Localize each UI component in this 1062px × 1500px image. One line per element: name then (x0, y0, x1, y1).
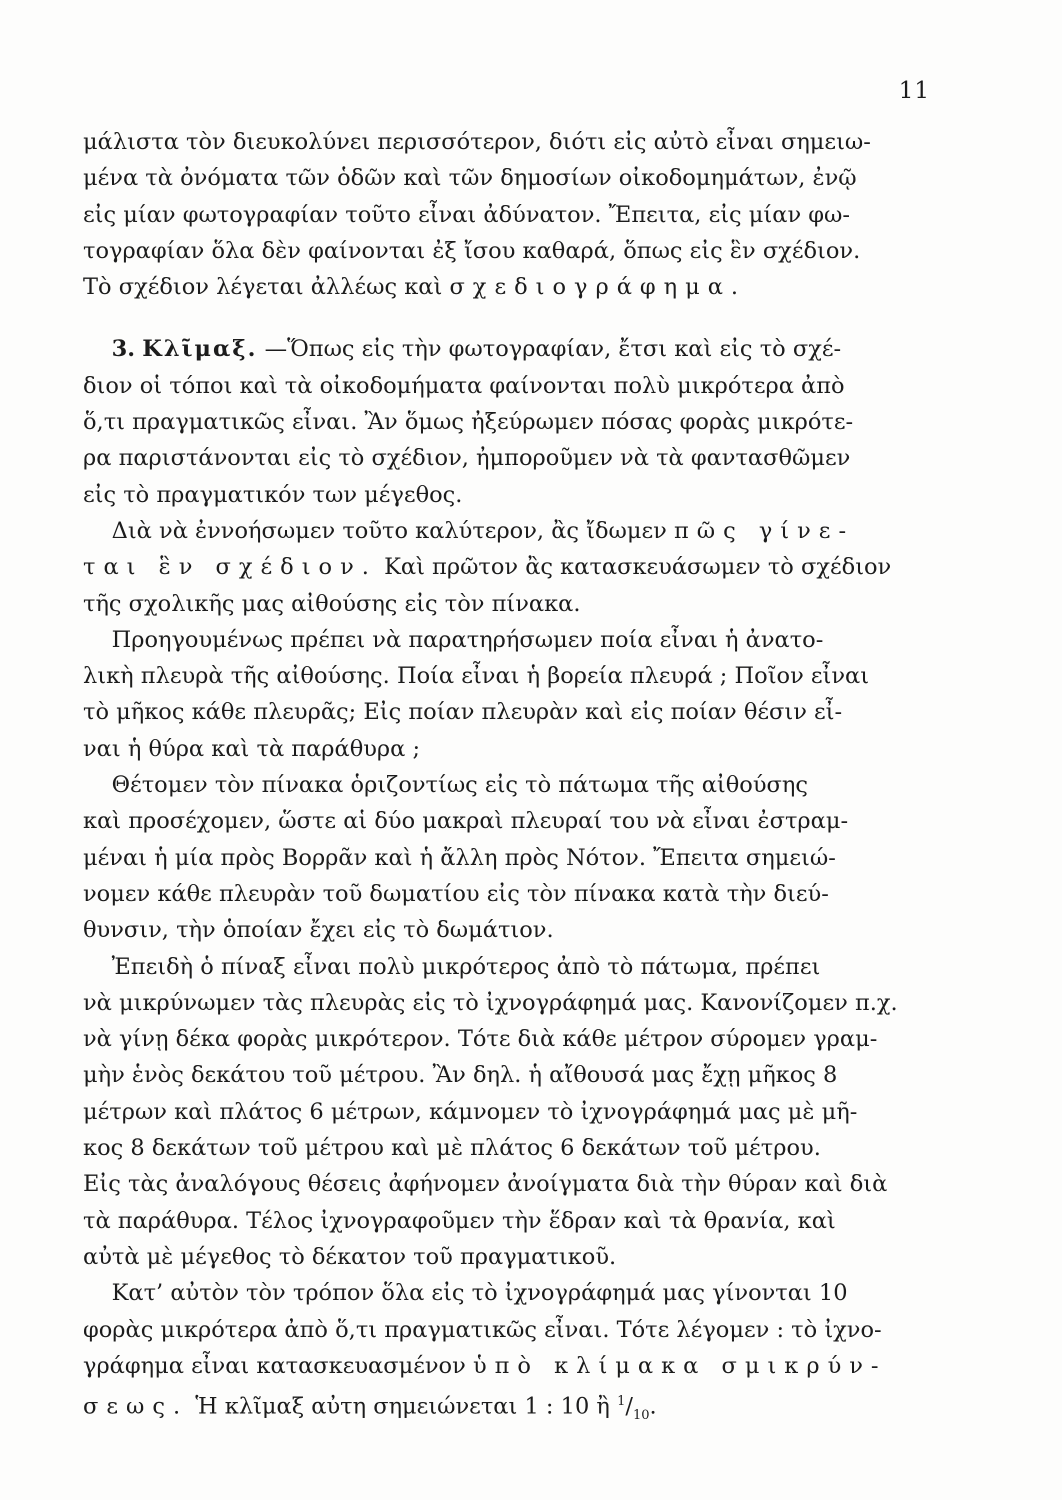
text-line (83, 1348, 943, 1384)
text-line: θυνσιν, τὴν ὁποίαν ἔχει εἰς τὸ δωμάτιον. (83, 917, 554, 944)
text-line: Εἰς τὰς ἀναλόγους θέσεις ἀφήνομεν ἀνοίγματα διὰ τὴν θύραν καὶ διὰ (83, 1171, 888, 1198)
section-gap (83, 305, 943, 331)
paragraph-3 (83, 513, 943, 622)
text-line: διον οἱ τόποι καὶ τὰ οἰκοδομήματα φαίνονται πολὺ μικρότερα ἀπὸ (83, 372, 845, 399)
paragraph-7 (83, 1275, 943, 1434)
paragraph-6 (83, 949, 943, 1276)
text-line: καὶ προσέχομεν, ὥστε αἱ δύο μακραὶ πλευραί του νὰ εἶναι ἐστραμ- (83, 808, 849, 835)
text-fragment: Προηγουμένως πρέπει νὰ παρατηρήσωμεν ποία εἶναι ἡ ἀνατο- (111, 626, 824, 653)
fraction-numerator: 1 (617, 1394, 626, 1410)
text-line: τὸ μῆκος κάθε πλευρᾶς; Εἰς ποίαν πλευρὰν καὶ εἰς ποίαν θέσιν εἶ- (83, 699, 843, 726)
text-line: νὰ γίνῃ δέκα φορὰς μικρότερον. Τότε διὰ κάθε μέτρον σύρομεν γραμ- (83, 1026, 878, 1053)
paragraph-2 (83, 331, 943, 512)
text-line: ναι ἡ θύρα καὶ τὰ παράθυρα ; (83, 735, 421, 762)
text-line: εἰς μίαν φωτογραφίαν τοῦτο εἶναι ἀδύνατον. Ἔπειτα, εἰς μίαν φω- (83, 201, 850, 228)
spaced-term: πῶς γίνε- (673, 517, 855, 544)
text-fragment: Τὸ σχέδιον λέγεται ἀλλέως καὶ (83, 274, 450, 301)
text-line (83, 513, 943, 549)
text-line: μὴν ἑνὸς δεκάτου τοῦ μέτρου. Ἂν δηλ. ἡ αἴθουσά μας ἔχῃ μῆκος 8 (83, 1062, 838, 1089)
text-fragment: Ἐπειδὴ ὁ πίναξ εἶναι πολὺ μικρότερος ἀπὸ τὸ πάτωμα, πρέπει (111, 953, 821, 980)
text-fragment: Διὰ νὰ ἐννοήσωμεν τοῦτο καλύτερον, ἂς ἴδωμεν (111, 517, 674, 544)
text-line (83, 622, 943, 658)
paragraph-1 (83, 124, 943, 305)
page-number: 11 (898, 78, 930, 104)
text-line (83, 1275, 943, 1311)
text-line: τῆς σχολικῆς μας αἰθούσης εἰς τὸν πίνακα. (83, 590, 581, 617)
spaced-term: ὑπὸ κλίμακα σμικρύν- (472, 1352, 887, 1379)
text-line (83, 549, 943, 585)
text-line: φορὰς μικρότερα ἀπὸ ὅ,τι πραγματικῶς εἶναι. Τότε λέγομεν : τὸ ἰχνο- (83, 1316, 882, 1343)
text-line: μέτρων καὶ πλάτος 6 μέτρων, κάμνομεν τὸ ἰχνογράφημά μας μὲ μῆ- (83, 1098, 858, 1125)
body-text (83, 124, 943, 1434)
text-line: τογραφίαν ὅλα δὲν φαίνονται ἐξ ἴσου καθαρά, ὅπως εἰς ἓν σχέδιον. (83, 237, 861, 264)
text-fragment: Θέτομεν τὸν πίνακα ὁριζοντίως εἰς τὸ πάτωμα τῆς αἰθούσης (111, 772, 808, 799)
text-line: μένα τὰ ὀνόματα τῶν ὁδῶν καὶ τῶν δημοσίων οἰκοδομημάτων, ἐνῷ (83, 165, 857, 192)
text-line: ὅ,τι πραγματικῶς εἶναι. Ἂν ὅμως ἠξεύρωμεν πόσας φορὰς μικρότε- (83, 409, 854, 436)
text-line: νὰ μικρύνωμεν τὰς πλευρὰς εἰς τὸ ἰχνογράφημά μας. Κανονίζομεν π.χ. (83, 989, 898, 1016)
text-fragment: . (649, 1393, 657, 1420)
section-heading: Κλῖμαξ. (142, 336, 258, 363)
text-line: τὰ παράθυρα. Τέλος ἰχνογραφοῦμεν τὴν ἕδραν καὶ τὰ θρανία, καὶ (83, 1207, 836, 1234)
text-line: νομεν κάθε πλευρὰν τοῦ δωματίου εἰς τὸν πίνακα κατὰ τὴν διεύ- (83, 880, 829, 907)
section-number: 3. (111, 336, 136, 363)
text-line (83, 949, 943, 985)
fraction-slash: / (625, 1393, 633, 1420)
text-fragment: Ἡ κλῖμαξ αὐτη σημειώνεται 1 : 10 ἢ (188, 1393, 618, 1420)
paragraph-4 (83, 622, 943, 767)
text-line: μάλιστα τὸν διευκολύνει περισσότερον, διότι εἰς αὐτὸ εἶναι σημειω- (83, 129, 871, 155)
spaced-term: σχεδιογράφημα. (449, 274, 747, 301)
text-fragment: Καὶ πρῶτον ἂς κατασκευάσωμεν τὸ σχέδιον (376, 554, 892, 581)
text-line: μέναι ἡ μία πρὸς Βορρᾶν καὶ ἡ ἄλλη πρὸς Νότον. Ἔπειτα σημειώ- (83, 844, 836, 871)
text-line: αὐτὰ μὲ μέγεθος τὸ δέκατον τοῦ πραγματικοῦ. (83, 1243, 617, 1270)
text-line (83, 331, 943, 367)
text-line (83, 767, 943, 803)
fraction-denominator: 10 (632, 1408, 650, 1424)
text-fragment: γράφημα εἶναι κατασκευασμένον (83, 1352, 473, 1379)
text-fragment: Κατ’ αὐτὸν τὸν τρόπον ὅλα εἰς τὸ ἰχνογράφημά μας γίνονται 10 (111, 1280, 848, 1307)
text-line: κος 8 δεκάτων τοῦ μέτρου καὶ μὲ πλάτος 6 δεκάτων τοῦ μέτρου. (83, 1135, 821, 1162)
text-fragment: —Ὅπως εἰς τὴν φωτογραφίαν, ἔτσι καὶ εἰς τὸ σχέ- (257, 336, 842, 363)
paragraph-5 (83, 767, 943, 948)
text-line (83, 1384, 943, 1434)
spaced-term: ται ἓν σχέδιον. (83, 554, 377, 581)
text-line: λικὴ πλευρὰ τῆς αἰθούσης. Ποία εἶναι ἡ βορεία πλευρά ; Ποῖον εἶναι (83, 663, 870, 690)
text-line (83, 269, 943, 305)
text-line: εἰς τὸ πραγματικόν των μέγεθος. (83, 481, 463, 508)
spaced-term: σεως. (83, 1393, 189, 1420)
text-line: ρα παριστάνονται εἰς τὸ σχέδιον, ἠμποροῦμεν νὰ τὰ φαντασθῶμεν (83, 445, 851, 472)
